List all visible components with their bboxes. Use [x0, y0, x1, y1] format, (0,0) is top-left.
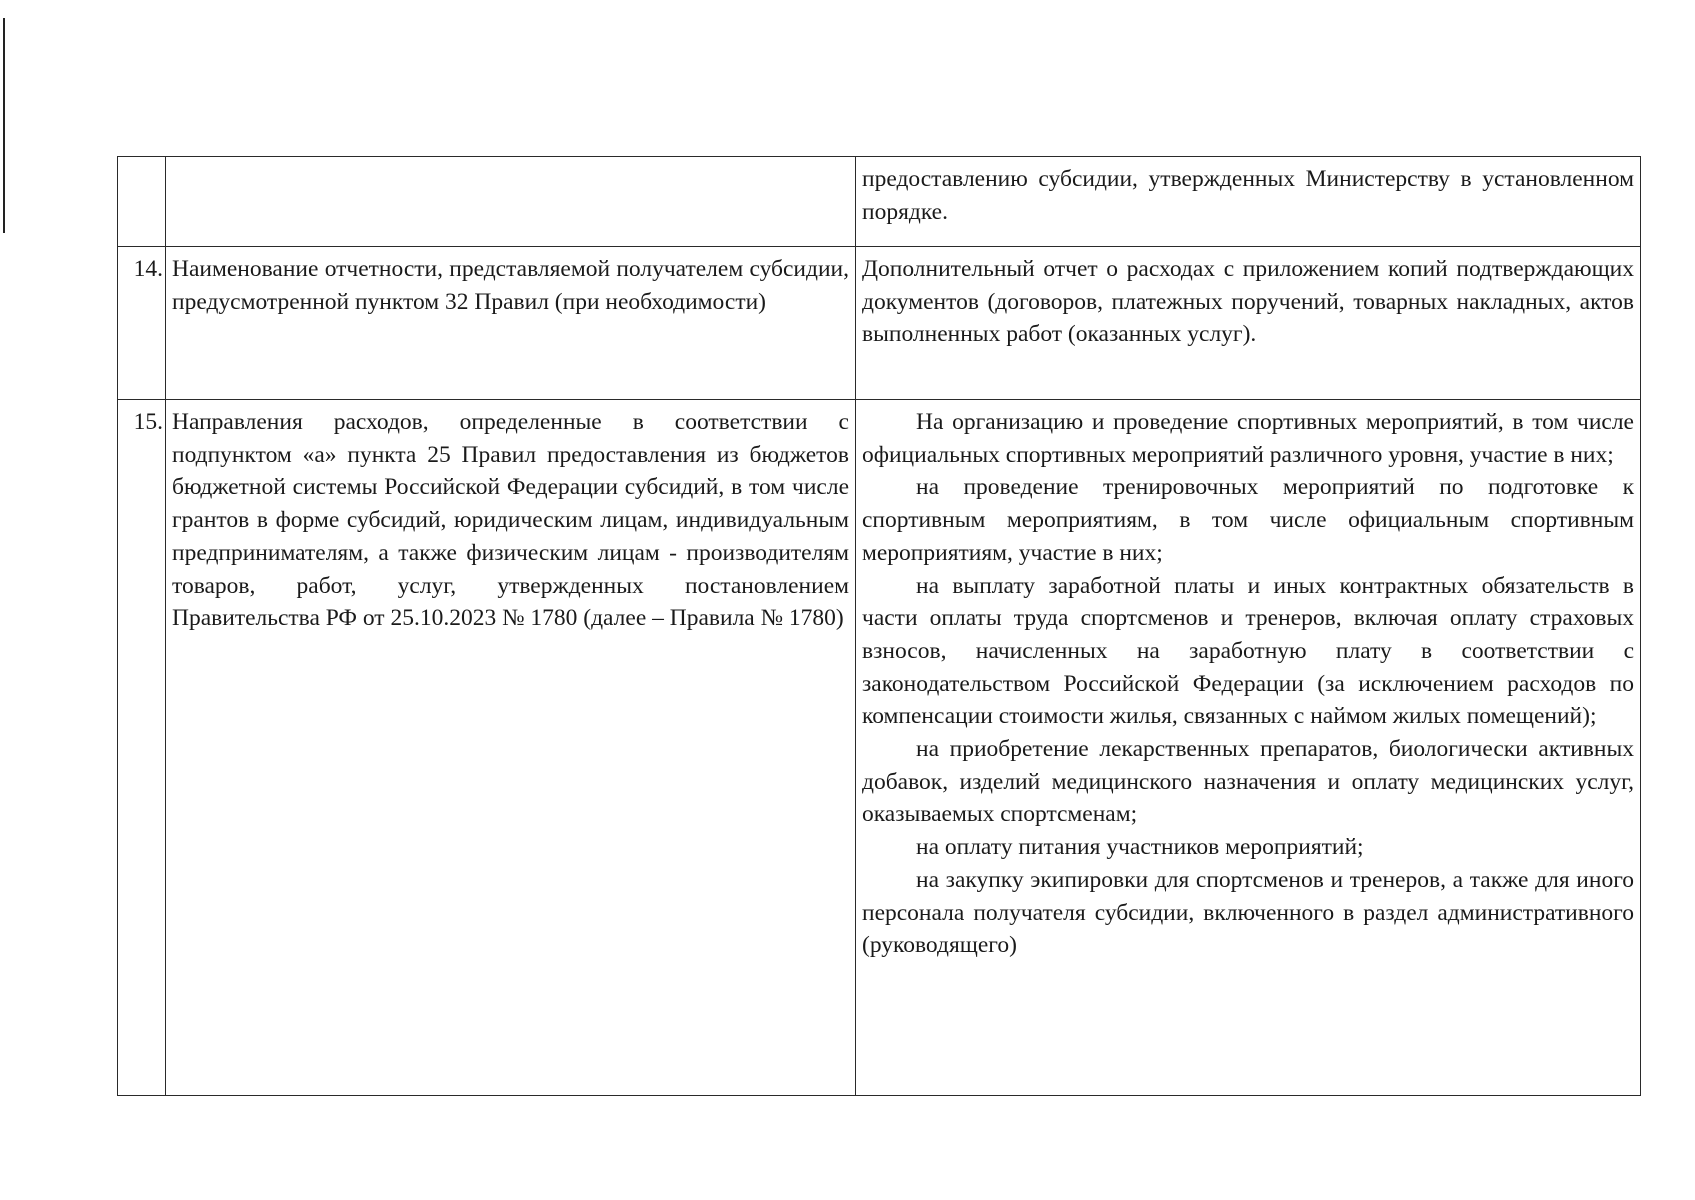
- value-paragraph: на приобретение лекарственных препаратов, биологически активных добавок, изделий медицинского назначения и оплату медицинских услуг, оказываемых спортсменам;: [862, 736, 1634, 828]
- value-paragraph: на оплату питания участников мероприятий;: [916, 834, 1364, 861]
- row-number: 15.: [118, 400, 166, 1096]
- row-value: [856, 400, 1641, 1096]
- row-name: [166, 400, 856, 1096]
- table-row: [118, 157, 1641, 247]
- table-row: [118, 400, 1641, 1096]
- value-paragraph: Дополнительный отчет о расходах с приложением копий подтверждающих документов (договоров, платежных поручений, товарных накладных, актов выполненных работ (оказанных услуг).: [862, 256, 1634, 348]
- value-paragraph: На организацию и проведение спортивных мероприятий, в том числе официальных спортивных мероприятий различного уровня, участие в них;: [862, 409, 1634, 468]
- name-paragraph: Наименование отчетности, представляемой получателем субсидии, предусмотренной пунктом 32 Правил (при необходимости): [172, 256, 849, 315]
- value-paragraph: предоставлению субсидии, утвержденных Министерству в установленном порядке.: [862, 166, 1634, 225]
- scan-edge-mark: [3, 18, 5, 233]
- name-paragraph: Направления расходов, определенные в соответствии с подпунктом «а» пункта 25 Правил предоставления из бюджетов бюджетной системы Российской Федерации субсидий, в том числе грантов в форме субсидий, юридическим лицам, индивидуальным предпринимателям, а также физическим лицам - производителям товаров, работ, услуг, утвержденных постановлением Правительства РФ от 25.10.2023 № 1780 (далее – Правила № 1780): [172, 409, 849, 632]
- row-value: [856, 157, 1641, 247]
- value-paragraph: на проведение тренировочных мероприятий по подготовке к спортивным мероприятиям, в том числе официальным спортивным мероприятиям, участие в них;: [862, 474, 1634, 566]
- row-name: [166, 157, 856, 247]
- table-row: [118, 247, 1641, 400]
- row-value: [856, 247, 1641, 400]
- value-paragraph: на выплату заработной платы и иных контрактных обязательств в части оплаты труда спортсменов и тренеров, включая оплату страховых взносов, начисленных на заработную плату в соответствии с законодательством Российской Федерации (за исключением расходов по компенсации стоимости жилья, связанных с наймом жилых помещений);: [862, 572, 1634, 730]
- document-table: [117, 156, 1641, 1096]
- row-name: [166, 247, 856, 400]
- row-number: 14.: [118, 247, 166, 400]
- value-paragraph: на закупку экипировки для спортсменов и тренеров, а также для иного персонала получателя субсидии, включенного в раздел административного (руководящего): [862, 866, 1634, 959]
- row-number: [118, 157, 166, 247]
